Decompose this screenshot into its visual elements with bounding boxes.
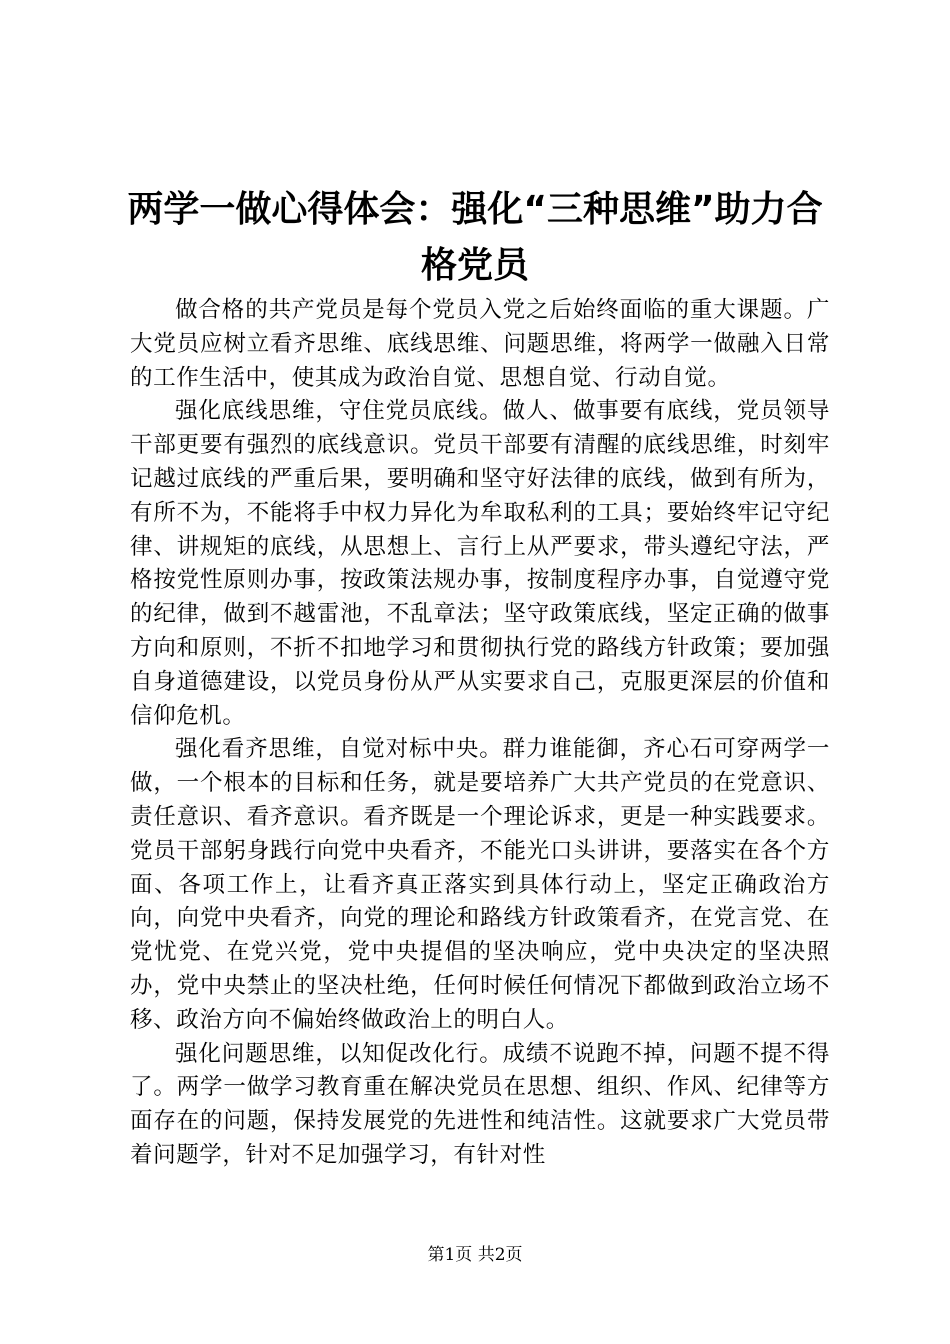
- paragraph-intro: 做合格的共产党员是每个党员入党之后始终面临的重大课题。广大党员应树立看齐思维、底线思维、问题思维，将两学一做融入日常的工作生活中，使其成为政治自觉、思想自觉、行动自觉。: [130, 297, 830, 391]
- title-line-1: 两学一做心得体会：强化“三种思维”助力合: [127, 189, 823, 230]
- title-line-2: 格党员: [420, 245, 529, 286]
- paragraph-bottom-line-thinking: 强化底线思维，守住党员底线。做人、做事要有底线，党员领导干部更要有强烈的底线意识。党员干部要有清醒的底线思维，时刻牢记越过底线的严重后果，要明确和坚守好法律的底线，做到有所为，有所不为，不能将手中权力异化为牟取私利的工具；要始终牢记守纪律、讲规矩的底线，从思想上、言行上从严要求，带头遵纪守法，严格按党性原则办事，按政策法规办事，按制度程序办事，自觉遵守党的纪律，做到不越雷池，不乱章法；坚守政策底线，坚定正确的做事方向和原则，不折不扣地学习和贯彻执行党的路线方针政策；要加强自身道德建设，以党员身份从严从实要求自己，克服更深层的价值和信仰危机。: [130, 398, 830, 729]
- page-number-footer: 第1页 共2页: [427, 1245, 523, 1265]
- paragraph-problem-thinking: 强化问题思维，以知促改化行。成绩不说跑不掉，问题不提不得了。两学一做学习教育重在解决党员在思想、组织、作风、纪律等方面存在的问题，保持发展党的先进性和纯洁性。这就要求广大党员带着问题学，针对不足加强学习，有针对性: [130, 1040, 830, 1168]
- paragraph-alignment-thinking: 强化看齐思维，自觉对标中央。群力谁能御，齐心石可穿两学一做，一个根本的目标和任务，就是要培养广大共产党员的在党意识、责任意识、看齐意识。看齐既是一个理论诉求，更是一种实践要求。党员干部躬身践行向党中央看齐，不能光口头讲讲，要落实在各个方面、各项工作上，让看齐真正落实到具体行动上，坚定正确政治方向，向党中央看齐，向党的理论和路线方针政策看齐，在党言党、在党忧党、在党兴党，党中央提倡的坚决响应，党中央决定的坚决照办，党中央禁止的坚决杜绝，任何时候任何情况下都做到政治立场不移、政治方向不偏始终做政治上的明白人。: [130, 736, 830, 1033]
- document-body: [130, 294, 830, 1173]
- document-title: [120, 182, 830, 294]
